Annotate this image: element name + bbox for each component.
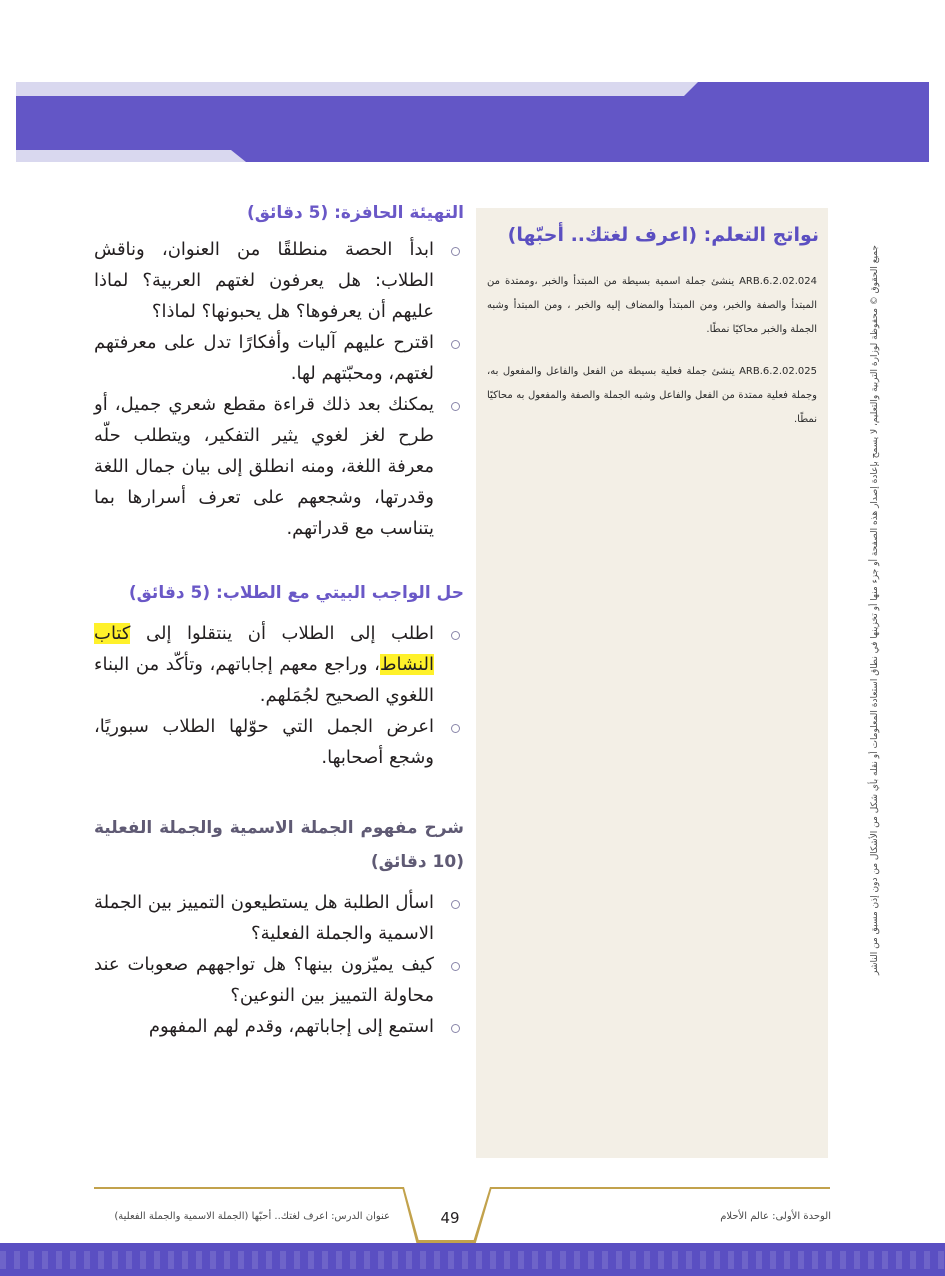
learning-outcomes-panel (476, 208, 828, 1158)
footer-unit-title: الوحدة الأولى: عالم الأحلام (720, 1211, 831, 1222)
footer-lesson-title: عنوان الدرس: اعرف لغتك.. أحبّها (الجملة الاسمية والجملة الفعلية) (114, 1211, 390, 1222)
list-item: اعرض الجمل التي حوّلها الطلاب سبوريًا، وشجع أصحابها. (94, 711, 464, 773)
learning-outcome-1 (487, 270, 817, 342)
circle-bullet-icon (451, 724, 460, 733)
list-item: استمع إلى إجاباتهم، وقدم لهم المفهوم (94, 1011, 464, 1042)
section-title-homework: حل الواجب البيتي مع الطلاب: (5 دقائق) (128, 583, 464, 603)
copyright-notice: جميع الحقوق © محفوظة لوزارة التربية والتعليم، لا يسمح بإعادة إصدار هذه الصفحة أو جزء منها أو تخزينها في نطاق استعادة المعلومات أو نقله بأي شكل من الأشكال من دون إذن مسبق من الناشر (870, 245, 880, 975)
circle-bullet-icon (451, 247, 460, 256)
page-number: 49 (440, 1209, 460, 1227)
circle-bullet-icon (451, 402, 460, 411)
warmup-list (94, 234, 464, 544)
explanation-list (94, 887, 464, 1042)
outcome-code: ARB.6.2.02.024 (739, 276, 817, 287)
lesson-content (94, 200, 464, 1042)
list-item: اسأل الطلبة هل يستطيعون التمييز بين الجملة الاسمية والجملة الفعلية؟ (94, 887, 464, 949)
circle-bullet-icon (451, 1024, 460, 1033)
learning-outcomes-title: نواتج التعلم: (اعرف لغتك.. أحبّها) (507, 224, 819, 246)
outcome-text: ينشئ جملة فعلية بسيطة من الفعل والفاعل والمفعول به، وجملة فعلية ممتدة من الفعل والفاعل وشبه الجملة والصفة والمفعول به محاكيًا نمطًا. (487, 366, 817, 425)
list-item: كيف يميّزون بينها؟ هل تواجههم صعوبات عند محاولة التمييز بين النوعين؟ (94, 949, 464, 1011)
circle-bullet-icon (451, 340, 460, 349)
band-pattern (0, 1251, 945, 1269)
section-title-explanation: شرح مفهوم الجملة الاسمية والجملة الفعلية (10 دقائق) (94, 818, 464, 872)
highlighted-text: كتاب النشاط (94, 623, 434, 675)
list-item: ابدأ الحصة منطلقًا من العنوان، وناقش الطلاب: هل يعرفون لغتهم العربية؟ لماذا عليهم أن يعرفوها؟ هل يحبونها؟ لماذا؟ (94, 234, 464, 327)
section-title-warmup: التهيئة الحافزة: (5 دقائق) (246, 203, 464, 223)
outcome-code: ARB.6.2.02.025 (739, 366, 817, 377)
circle-bullet-icon (451, 631, 460, 640)
bottom-decorative-band (0, 1243, 945, 1276)
learning-outcome-2 (487, 360, 817, 432)
outcome-text: ينشئ جملة اسمية بسيطة من المبتدأ والخبر ،وممتدة من المبتدأ والصفة والخبر، ومن المبتدأ والمضاف إليه والخبر ، ومن المبتدأ وشبه الجملة والخبر محاكيًا نمطًا. (487, 276, 817, 335)
list-item: اقترح عليهم آليات وأفكارًا تدل على معرفتهم لغتهم، ومحبّتهم لها. (94, 327, 464, 389)
list-item: اطلب إلى الطلاب أن ينتقلوا إلى كتاب النشاط، وراجع معهم إجاباتهم، وتأكّد من البناء اللغوي الصحيح لجُمَلهم. (94, 618, 464, 711)
list-item: يمكنك بعد ذلك قراءة مقطع شعري جميل، أو طرح لغز لغوي يثير التفكير، ويتطلب حلّه معرفة اللغة، ومنه انطلق إلى بيان جمال اللغة وقدرتها، وشجعهم على تعرف أسرارها بما يتناسب مع قدراتهم. (94, 389, 464, 544)
circle-bullet-icon (451, 900, 460, 909)
homework-list (94, 618, 464, 773)
circle-bullet-icon (451, 962, 460, 971)
